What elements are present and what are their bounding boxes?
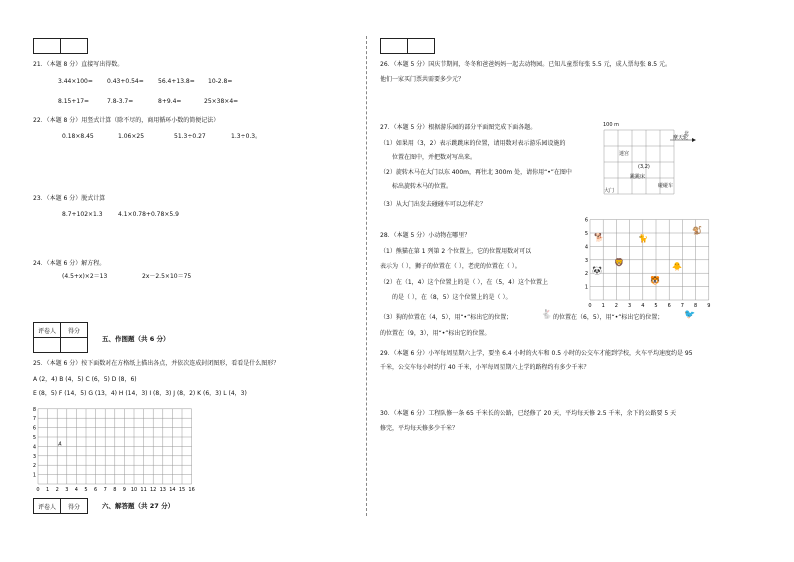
q27-s1a: （1）如果用（3，2）表示跳跳床的位置，请用数对表示游乐园设施的: [380, 140, 566, 147]
q26-line1: 26．（本题 5 分）国庆节期间，冬冬和爸爸妈妈一起去动物园。已知儿童票每张 5.5 元，成人票每张 8.5 元。: [380, 61, 671, 68]
q30-line1: 30．（本题 6 分）工程队修一条 65 千米长的公路，已经修了 20 天，平均每天修 2.5 千米，余下的公路要 5 天: [380, 410, 677, 417]
bumper-car-label: 碰碰车: [658, 183, 674, 189]
x-tick-label: 12: [150, 487, 157, 493]
y-tick-label: 1: [32, 472, 36, 479]
y-tick-label: 7: [32, 416, 36, 423]
y-tick-label: 4: [584, 244, 588, 251]
q28-s2a: （2）在（1，4）这个位置上的是（ ），在（5，4）这个位置上: [380, 279, 548, 286]
x-tick-label: 6: [94, 487, 98, 493]
cat-icon: 🐈: [638, 234, 648, 243]
x-tick-label: 15: [178, 487, 186, 493]
rabbit-icon: 🐇: [541, 310, 553, 320]
x-tick-label: 16: [188, 487, 195, 493]
header-box-right: [380, 38, 435, 54]
y-tick-label: 6: [584, 217, 588, 224]
q26-line2: 他们一家买门票共需要多少元？: [380, 76, 465, 83]
y-tick-label: 2: [584, 271, 588, 278]
x-tick-label: 1: [46, 487, 50, 493]
x-tick-label: 5: [654, 303, 658, 309]
q29-line1: 29．（本题 6 分）小军每周星期六上学，要坐 6.4 小时的火车和 0.5 小时的公交车才能到学校，火车平均速度约是 95: [380, 350, 693, 357]
x-tick-label: 0: [36, 487, 40, 493]
x-tick-label: 13: [159, 487, 166, 493]
q25-title: 25．（本题 6 分）按下面数对在方格纸上描出各点，并依次连成封闭图形，看看是什么图形？: [33, 360, 280, 367]
x-tick-label: 8: [694, 303, 698, 309]
q27-s3: （3）从大门出发去碰碰车可以怎样走？: [380, 201, 486, 208]
q21-item: 7.8-3.7=: [107, 98, 134, 105]
q27-s2a: （2）旋转木马在大门以东 400m，再往北 300m 处，请你用“•”在图中: [380, 169, 572, 176]
x-tick-label: 11: [140, 487, 147, 493]
q24-item: (4.5+x)×2＝13: [62, 273, 108, 280]
q27-s2b: 标出旋转木马的位置。: [392, 183, 453, 190]
score-label: 得分: [61, 499, 88, 514]
q22-item: 1.06×25: [118, 133, 145, 140]
score-label: 得分: [61, 323, 88, 338]
panda-icon: 🐼: [592, 266, 602, 275]
x-tick-label: 8: [113, 487, 117, 493]
tiger-icon: 🐯: [650, 276, 660, 285]
q27-s1b: 位置在图中，并把数对写出来。: [392, 154, 477, 161]
x-tick-label: 10: [130, 487, 138, 493]
maze-label: 迷宫: [619, 151, 630, 157]
x-tick-label: 9: [707, 303, 711, 309]
lion-icon: 🦁: [614, 258, 624, 267]
q27-park-map: [600, 122, 720, 202]
q25-line1: A (2，4) B (4，5) C (6，5) D (8，6): [33, 376, 137, 383]
map-scale-label: 100 m: [603, 122, 620, 128]
y-tick-label: 2: [32, 463, 36, 470]
x-tick-label: 6: [667, 303, 671, 309]
monkey-icon: 🐒: [692, 226, 702, 235]
q28-s1b: 表示为（ ），狮子的位置在（ ），老虎的位置在（ ）。: [380, 263, 521, 270]
q21-item: 56.4+13.8=: [158, 78, 195, 85]
q24-title: 24．（本题 6 分）解方程。: [33, 260, 106, 267]
bird-icon: 🐦: [684, 310, 696, 320]
grader-label: 评卷人: [34, 499, 61, 514]
x-tick-label: 3: [65, 487, 69, 493]
y-tick-label: 5: [32, 435, 36, 441]
y-tick-label: 3: [584, 257, 588, 264]
q28-s3b: 的位置在（6，5），用“•”标出它的位置；: [553, 314, 664, 321]
trampoline-label: 跳跳床: [630, 174, 646, 180]
gate-label: 大门: [604, 188, 615, 194]
q25-coordinate-grid: [30, 402, 200, 494]
x-tick-label: 4: [74, 487, 78, 493]
q22-item: 1.3÷0.3。: [231, 133, 262, 140]
q23-item: 4.1×0.78+0.78×5.9: [118, 211, 179, 218]
y-tick-label: 8: [32, 406, 36, 413]
q25-line2: E (8，5) F (14，5) G (13，4) H (14，3) I (8，3) J (8，2) K (6，3) L (4，3): [33, 390, 247, 397]
q28-s1a: （1）熊猫在第 1 列第 2 个位置上，它的位置用数对可以: [380, 248, 532, 255]
x-tick-label: 2: [55, 487, 59, 493]
chicken-icon: 🐥: [672, 262, 682, 271]
x-tick-label: 0: [588, 303, 592, 309]
x-tick-label: 7: [103, 487, 107, 493]
y-tick-label: 5: [584, 231, 588, 237]
point-a-label: A: [58, 441, 62, 448]
q28-s3: （3）狗的位置在（4，5），用“•”标出它的位置；: [380, 314, 513, 321]
q27-title: 27．（本题 5 分）根据游乐园的部分平面图完成下面各题。: [380, 124, 537, 131]
x-tick-label: 4: [641, 303, 645, 309]
x-tick-label: 14: [169, 487, 176, 493]
q21-item: 8.15+17=: [58, 98, 90, 105]
column-divider: [366, 36, 367, 516]
q28-title: 28．（本题 5 分）小动物在哪里？: [380, 232, 471, 239]
ferris-wheel-label: 摩天轮: [673, 135, 689, 141]
x-tick-label: 2: [614, 303, 618, 309]
q21-item: 25×38×4=: [204, 98, 239, 105]
section-6-heading: 六、解答题（共 27 分）: [102, 502, 175, 510]
q22-item: 0.18×8.45: [62, 133, 94, 140]
grader-label: 评卷人: [34, 323, 61, 338]
score-box: [33, 498, 88, 514]
x-tick-label: 9: [122, 487, 126, 493]
score-box: [33, 322, 88, 353]
q21-item: 0.43+0.54=: [107, 78, 144, 85]
x-tick-label: 3: [628, 303, 632, 309]
q28-s2b: 的是（ ），在（8，5）这个位置上的是（ ）。: [392, 294, 512, 301]
header-box-left: [33, 38, 88, 54]
section-5-heading: 五、作图题（共 6 分）: [102, 335, 170, 343]
x-tick-label: 7: [680, 303, 684, 309]
x-tick-label: 5: [84, 487, 88, 493]
q22-item: 51.3÷0.27: [174, 133, 206, 140]
y-tick-label: 1: [584, 284, 588, 291]
q22-title: 22．（本题 8 分）用竖式计算（除不尽的，商用循环小数的简便记法）: [33, 117, 220, 124]
q28-s3c: 的位置在（9，3），用“•”标出它的位置。: [380, 330, 491, 337]
north-label: 北: [684, 131, 690, 137]
coord-label: (3,2): [638, 164, 650, 170]
q24-item: 2x－2.5×10＝75: [142, 273, 192, 280]
q21-item: 10-2.8=: [208, 78, 233, 85]
y-tick-label: 4: [32, 444, 36, 451]
q23-item: 8.7+102×1.3: [62, 211, 103, 218]
q30-line2: 修完，平均每天修多少千米？: [380, 425, 459, 432]
q21-title: 21．（本题 8 分）直接写出得数。: [33, 61, 124, 68]
y-tick-label: 3: [32, 453, 36, 460]
q21-item: 3.44×100=: [58, 78, 93, 85]
dog-icon: 🐕: [594, 233, 604, 242]
x-tick-label: 1: [601, 303, 605, 309]
q23-title: 23．（本题 6 分）脱式计算: [33, 195, 106, 202]
y-tick-label: 6: [32, 425, 36, 432]
q29-line2: 千米，公交车每小时约行 40 千米，小军每周星期六上学的路程约有多少千米？: [380, 364, 590, 371]
q21-item: 8+9.4=: [158, 98, 182, 105]
